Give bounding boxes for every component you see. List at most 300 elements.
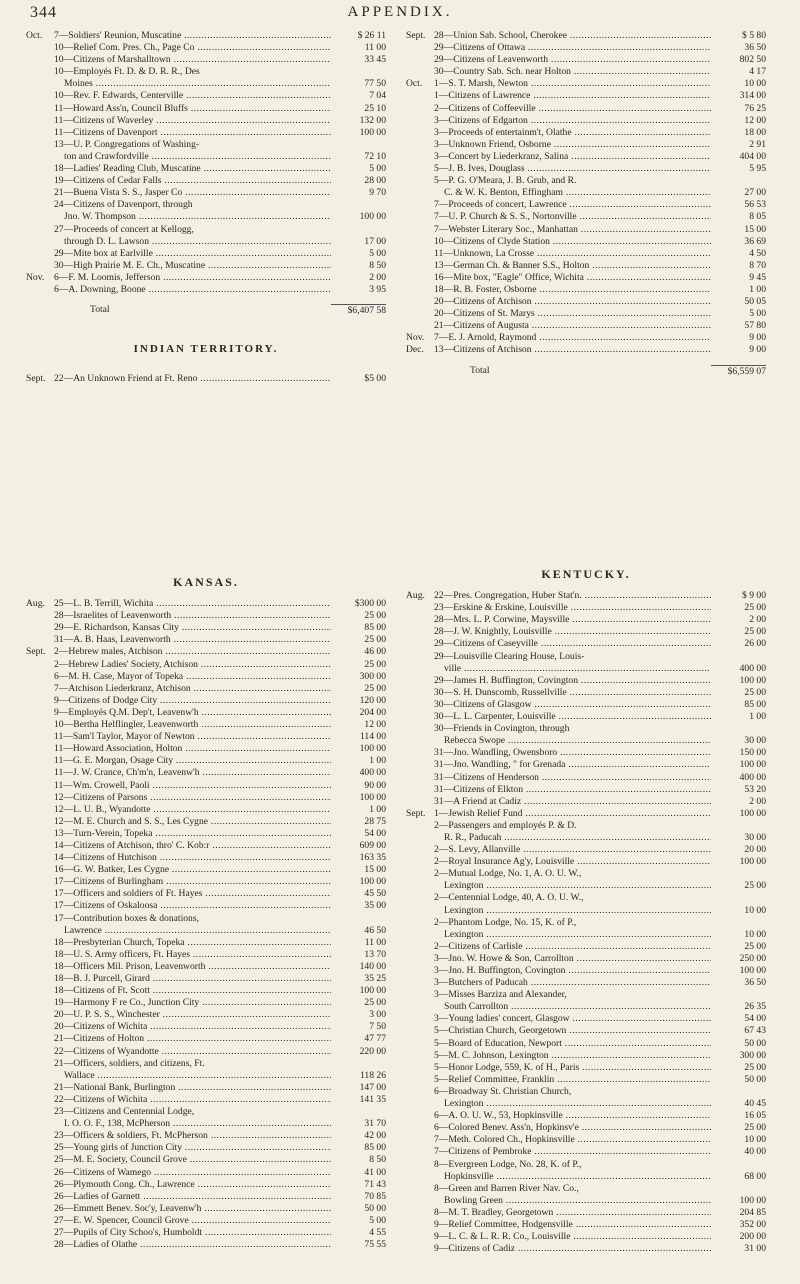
entry-text: 1—Citizens of Lawrence .....: [434, 90, 711, 102]
entry-text: ton and Crawfordville .....: [54, 151, 331, 163]
entry-text: 2—Royal Insurance Ag'y, Louisville .....: [434, 856, 711, 868]
entry-amount: 3 00: [369, 1009, 386, 1021]
entry-amount: 8 50: [369, 259, 386, 271]
entry-amount: 5 00: [749, 308, 766, 320]
entry-row: [406, 820, 766, 832]
entry-amount: 100 00: [739, 759, 766, 771]
entry-text: 3—Jno. H. Buffington, Covington .....: [434, 965, 711, 977]
entry-text: 26—Ladies of Garnett .....: [54, 1191, 331, 1203]
entry-amount: $ 26 11: [357, 30, 386, 41]
entry-row: [406, 90, 766, 102]
entry-amount: 141 35: [359, 1093, 386, 1105]
entry-row: [26, 260, 386, 272]
section-heading-kansas: KANSAS.: [173, 575, 239, 589]
entry-amount: 40 45: [744, 1098, 766, 1110]
entry-text: 9—Relief Committee, Hodgensville .....: [434, 1219, 711, 1231]
entry-amount: 54 00: [364, 827, 386, 839]
entry-text: 2—Phantom Lodge, No. 15, K. of P.,: [434, 916, 577, 928]
entry-amount: 100 00: [359, 985, 386, 997]
entry-row: [406, 651, 766, 663]
entry-row: [406, 224, 766, 236]
entry-row: [26, 272, 386, 284]
entry-amount: 46 00: [364, 646, 386, 658]
entry-amount: 70 85: [364, 1190, 386, 1202]
entry-amount: 50 05: [744, 296, 766, 308]
entry-row: [26, 1094, 386, 1106]
entry-row: [406, 260, 766, 272]
entry-amount: 10 00: [744, 1134, 766, 1146]
entry-amount: 28 00: [364, 175, 386, 187]
entry-amount: 7 50: [369, 1021, 386, 1033]
entry-row: [26, 1154, 386, 1166]
entry-row: [26, 1046, 386, 1058]
entry-text: 29—Citizens of Caseyville .....: [434, 638, 711, 650]
entry-row: [26, 1130, 386, 1142]
entry-row: [26, 634, 386, 646]
entry-amount: 27 00: [744, 187, 766, 199]
entry-row: [26, 1082, 386, 1094]
entry-amount: 15 00: [364, 864, 386, 876]
entry-amount: 67 43: [744, 1025, 766, 1037]
entry-amount: 90 00: [364, 779, 386, 791]
entry-row: [26, 30, 386, 42]
entry-amount: $ 5 80: [742, 30, 766, 41]
entry-text: 14—Citizens of Hutchison .....: [54, 852, 331, 864]
entry-amount: 1 00: [369, 803, 386, 815]
left-column: [26, 30, 386, 385]
entry-text: 25—Young girls of Junction City .....: [54, 1142, 331, 1154]
entry-row: [26, 103, 386, 115]
entry-amount: 85 00: [744, 698, 766, 710]
entry-row: [26, 780, 386, 792]
entry-row: [26, 816, 386, 828]
kansas-continued-list: [406, 30, 766, 357]
entry-amount: 132 00: [359, 114, 386, 126]
entry-row: [26, 828, 386, 840]
entry-row: [406, 175, 766, 187]
entry-amount: 26 00: [744, 638, 766, 650]
entry-row: [26, 622, 386, 634]
section-heading-indian-territory: INDIAN TERRITORY.: [133, 343, 279, 356]
entry-row: [26, 224, 386, 236]
entry-text: 6—A. O. U. W., 53, Hopkinsville .....: [434, 1110, 711, 1122]
entry-text: 19—Citizens of Cedar Falls .....: [54, 175, 331, 187]
entry-amount: 150 00: [739, 747, 766, 759]
entry-amount: 46 50: [364, 924, 386, 936]
entry-amount: 56 53: [744, 199, 766, 211]
entry-row: [26, 139, 386, 151]
entry-row: [26, 985, 386, 997]
entry-row: [406, 344, 766, 356]
entry-month: Sept.: [26, 646, 46, 658]
entry-text: 22—Citizens of Wyandotte .....: [54, 1046, 331, 1058]
entry-text: 27—Proceeds of concert at Kellogg,: [54, 223, 194, 235]
entry-amount: 10 00: [744, 928, 766, 940]
entry-amount: 2 00: [369, 271, 386, 283]
entry-amount: 404 00: [739, 150, 766, 162]
entry-text: 11—Wm. Crowell, Paoli .....: [54, 780, 331, 792]
entry-row: [406, 1050, 766, 1062]
entry-amount: 204 00: [359, 706, 386, 718]
entry-amount: 33 45: [364, 54, 386, 66]
right-column: [406, 30, 766, 378]
entry-amount: 77 50: [364, 78, 386, 90]
kentucky-column: [406, 568, 766, 1255]
entry-month: Dec.: [406, 344, 424, 356]
entry-text: 8—Green and Barren River Nav. Co.,: [434, 1182, 579, 1194]
entry-amount: 25 00: [364, 658, 386, 670]
entry-row: [26, 852, 386, 864]
entry-amount: 25 00: [364, 997, 386, 1009]
entry-month: Sept.: [26, 373, 46, 385]
entry-month: Nov.: [26, 271, 45, 283]
entry-text: 30—L. L. Carpenter, Louisville .....: [434, 711, 711, 723]
entry-amount: 36 69: [744, 235, 766, 247]
entry-amount: 9 00: [749, 344, 766, 356]
entry-text: 7—Citizens of Pembroke .....: [434, 1146, 711, 1158]
entry-amount: 300 00: [739, 1049, 766, 1061]
entry-amount: 36 50: [744, 42, 766, 54]
left-total-row: [26, 304, 386, 317]
entry-row: [26, 127, 386, 139]
entry-text: 19—Harmony F re Co., Junction City .....: [54, 997, 331, 1009]
entry-row: [406, 308, 766, 320]
entry-text: 23—Officers & soldiers, Ft. McPherson .....: [54, 1130, 331, 1142]
entry-amount: 31 70: [364, 1118, 386, 1130]
entry-text: 10—Bertha Helflingler, Leavenworth .....: [54, 719, 331, 731]
entry-amount: 15 00: [744, 223, 766, 235]
entry-row: [406, 1074, 766, 1086]
entry-text: 31—Jno. Wandling, Owensboro .....: [434, 747, 711, 759]
entry-amount: 100 00: [359, 876, 386, 888]
entry-amount: $5 00: [364, 373, 386, 385]
entry-row: [26, 937, 386, 949]
entry-text: 25—M. E. Society, Council Grove .....: [54, 1154, 331, 1166]
entry-row: [406, 663, 766, 675]
entry-row: [406, 163, 766, 175]
entry-amount: 41 00: [364, 1166, 386, 1178]
entry-row: [406, 723, 766, 735]
entry-row: [406, 1219, 766, 1231]
entry-amount: 25 00: [364, 634, 386, 646]
entry-text: 25—L. B. Terrill, Wichita .....: [54, 598, 331, 610]
entry-month: Sept.: [406, 30, 426, 41]
entry-row: [406, 1086, 766, 1098]
entry-text: 7—Meth. Colored Ch., Hopkinsville .....: [434, 1134, 711, 1146]
entry-text: 3—Citizens of Edgarton .....: [434, 115, 711, 127]
entry-text: ville .....: [434, 663, 711, 675]
entry-amount: 35 00: [364, 900, 386, 912]
entry-amount: 18 00: [744, 126, 766, 138]
entry-row: [406, 880, 766, 892]
entry-text: 5—Board of Education, Newport .....: [434, 1038, 711, 1050]
entry-text: 31—Citizens of Elkton .....: [434, 784, 711, 796]
entry-amount: 17 00: [364, 235, 386, 247]
entry-row: [406, 699, 766, 711]
entry-row: [406, 796, 766, 808]
entry-row: [406, 103, 766, 115]
entry-text: 27—E. W. Spencer, Council Grove .....: [54, 1215, 331, 1227]
entry-amount: 100 00: [739, 674, 766, 686]
entry-text: 1—S. T. Marsh, Newton .....: [434, 78, 711, 90]
entry-row: [406, 66, 766, 78]
entry-text: 5—Honor Lodge, 559, K. of H., Paris .....: [434, 1062, 711, 1074]
entry-text: Moines .....: [54, 78, 331, 90]
entry-amount: 7 04: [369, 90, 386, 102]
entry-text: 12—M. E. Church and S. S., Les Cygne .....: [54, 816, 331, 828]
entry-text: Lexington .....: [434, 1098, 711, 1110]
entry-row: [406, 747, 766, 759]
entry-row: [406, 54, 766, 66]
entry-row: [406, 941, 766, 953]
entry-row: [406, 1183, 766, 1195]
entry-row: [406, 868, 766, 880]
entry-text: 18—Ladies' Reading Club, Muscatine .....: [54, 163, 331, 175]
page-header: [30, 4, 770, 26]
entry-row: [26, 373, 386, 385]
entry-text: 12—L. U. B., Wyandotte .....: [54, 804, 331, 816]
entry-row: [406, 115, 766, 127]
entry-row: [406, 590, 766, 602]
entry-row: [406, 638, 766, 650]
entry-text: 3—Unknown Friend, Osborne .....: [434, 139, 711, 151]
entry-amount: 9 45: [749, 271, 766, 283]
entry-text: Lexington .....: [434, 929, 711, 941]
entry-text: 10—Citizens of Clyde Station .....: [434, 236, 711, 248]
entry-row: [26, 1227, 386, 1239]
entry-amount: 609 00: [359, 839, 386, 851]
entry-row: [406, 953, 766, 965]
entry-row: [406, 626, 766, 638]
entry-text: 13—Citizens of Atchison .....: [434, 344, 711, 356]
entry-text: 18—U. S. Army officers, Ft. Hayes .....: [54, 949, 331, 961]
kentucky-list: [406, 590, 766, 1255]
entry-row: [406, 1243, 766, 1255]
entry-row: [26, 1058, 386, 1070]
entry-text: 12—Citizens of Parsons .....: [54, 792, 331, 804]
entry-amount: $300 00: [354, 598, 386, 610]
entry-amount: 200 00: [739, 1231, 766, 1243]
entry-row: [406, 614, 766, 626]
entry-amount: 68 00: [744, 1170, 766, 1182]
entry-text: 24—Citizens of Davenport, through: [54, 199, 193, 211]
entry-amount: 1 00: [749, 283, 766, 295]
entry-amount: 400 00: [739, 662, 766, 674]
entry-text: 10—Citizens of Marshalltown .....: [54, 54, 331, 66]
entry-amount: 50 00: [744, 1073, 766, 1085]
entry-text: 18—Citizens of Ft. Scott .....: [54, 985, 331, 997]
entry-text: 20—Citizens of Atchison .....: [434, 296, 711, 308]
entry-text: 6—A. Downing, Boone .....: [54, 284, 331, 296]
entry-text: 5—J. B. Ives, Douglass .....: [434, 163, 711, 175]
entry-row: [406, 30, 766, 42]
entry-row: [26, 1215, 386, 1227]
total-amount: $6,407 58: [331, 304, 386, 317]
entry-amount: 30 00: [744, 831, 766, 843]
entry-row: [26, 211, 386, 223]
entry-text: 22—Pres. Congregation, Huber Stat'n. .....: [434, 590, 711, 602]
entry-amount: 5 00: [369, 1214, 386, 1226]
entry-amount: 25 00: [744, 626, 766, 638]
entry-amount: 4 55: [369, 1226, 386, 1238]
entry-row: [26, 659, 386, 671]
entry-row: [406, 42, 766, 54]
total-label: Total: [90, 304, 110, 316]
entry-text: 6—Broadway St. Christian Church,: [434, 1085, 572, 1097]
entry-amount: 120 00: [359, 694, 386, 706]
entry-row: [406, 977, 766, 989]
entry-amount: 4 50: [749, 247, 766, 259]
entry-row: [406, 1110, 766, 1122]
entry-text: 31—Jno. Wandling, " for Grenada .....: [434, 759, 711, 771]
entry-row: [406, 844, 766, 856]
entry-amount: 400 00: [359, 767, 386, 779]
entry-text: 2—Mutual Lodge, No. 1, A. O. U. W.,: [434, 868, 582, 880]
entry-amount: 30 00: [744, 735, 766, 747]
entry-text: 3—Young ladies' concert, Glasgow .....: [434, 1013, 711, 1025]
entry-amount: 8 50: [369, 1154, 386, 1166]
entry-text: 6—M. H. Case, Mayor of Topeka .....: [54, 671, 331, 683]
entry-amount: 114 00: [359, 731, 386, 743]
entry-amount: 10 00: [744, 904, 766, 916]
entry-amount: 85 00: [364, 1142, 386, 1154]
entry-row: [26, 755, 386, 767]
entry-amount: 204 85: [739, 1206, 766, 1218]
entry-text: 11—Sam'l Taylor, Mayor of Newton .....: [54, 731, 331, 743]
entry-amount: 50 00: [364, 1202, 386, 1214]
entry-row: [406, 332, 766, 344]
entry-month: Sept.: [406, 807, 426, 819]
entry-amount: 220 00: [359, 1045, 386, 1057]
entry-row: [26, 284, 386, 296]
entry-text: 8—M. T. Bradley, Georgetown .....: [434, 1207, 711, 1219]
entry-text: Lexington .....: [434, 880, 711, 892]
entry-text: 2—Citizens of Coffeeville .....: [434, 103, 711, 115]
entry-row: [406, 711, 766, 723]
entry-text: 31—A. B. Haas, Leavenworth .....: [54, 634, 331, 646]
entry-row: [26, 115, 386, 127]
entry-amount: 100 00: [739, 856, 766, 868]
entry-row: [406, 1025, 766, 1037]
entry-amount: 4 17: [749, 66, 766, 78]
entry-amount: 31 00: [744, 1243, 766, 1255]
entry-row: [26, 646, 386, 658]
entry-text: 17—Officers and soldiers of Ft. Hayes .....: [54, 888, 331, 900]
entry-amount: 352 00: [739, 1218, 766, 1230]
entry-row: [406, 1146, 766, 1158]
entry-text: 29—E. Richardson, Kansas City .....: [54, 622, 331, 634]
entry-row: [26, 973, 386, 985]
entry-text: 5—P. G. O'Meara, J. B. Grub, and R.: [434, 175, 577, 187]
entry-text: 20—U. P. S. S., Winchester .....: [54, 1009, 331, 1021]
right-total-row: [406, 365, 766, 378]
entry-text: I. O. O. F., 138, McPherson .....: [54, 1118, 331, 1130]
entry-text: 18—Officers Mil. Prison, Leavenworth .....: [54, 961, 331, 973]
entry-amount: 100 00: [359, 743, 386, 755]
entry-amount: 2 91: [749, 138, 766, 150]
entry-text: 21—Buena Vista S. S., Jasper Co .....: [54, 187, 331, 199]
entry-amount: 5 00: [369, 163, 386, 175]
entry-text: C. & W. K. Benton, Effingham .....: [434, 187, 711, 199]
entry-row: [406, 139, 766, 151]
entry-row: [26, 54, 386, 66]
entry-text: R. R., Paducah .....: [434, 832, 711, 844]
entry-row: [26, 864, 386, 876]
entry-amount: 100 00: [739, 807, 766, 819]
entry-text: 23—Citizens and Centennial Lodge,: [54, 1106, 195, 1118]
entry-row: [406, 687, 766, 699]
entry-amount: 11 00: [364, 42, 386, 54]
entry-text: 2—Passengers and employés P. & D.: [434, 819, 577, 831]
entry-text: 7—Atchison Liederkranz, Atchison .....: [54, 683, 331, 695]
entry-amount: 9 70: [369, 187, 386, 199]
entry-text: 29—Citizens of Leavenworth .....: [434, 54, 711, 66]
entry-text: Jno. W. Thompson .....: [54, 211, 331, 223]
entry-row: [406, 772, 766, 784]
entry-amount: 71 43: [364, 1178, 386, 1190]
entry-text: 8—Evergreen Lodge, No. 28, K. of P.,: [434, 1158, 582, 1170]
entry-text: 5—Relief Committee, Franklin .....: [434, 1074, 711, 1086]
entry-text: 2—Hebrew Ladies' Society, Atchison .....: [54, 659, 331, 671]
entry-row: [406, 127, 766, 139]
entry-amount: 42 00: [364, 1130, 386, 1142]
entry-amount: 802 50: [739, 54, 766, 66]
entry-text: 30—Citizens of Glasgow .....: [434, 699, 711, 711]
entry-row: [406, 1013, 766, 1025]
entry-text: 26—Plymouth Cong. Ch., Lawrence .....: [54, 1179, 331, 1191]
entry-text: 18—R. B. Foster, Osborne .....: [434, 284, 711, 296]
entry-row: [406, 929, 766, 941]
entry-row: [26, 151, 386, 163]
entry-row: [26, 236, 386, 248]
entry-row: [406, 1001, 766, 1013]
entry-row: [406, 248, 766, 260]
entry-text: 20—Citizens of St. Marys .....: [434, 308, 711, 320]
entry-row: [406, 965, 766, 977]
entry-text: 18—B. J. Purcell, Girard .....: [54, 973, 331, 985]
entry-row: [26, 248, 386, 260]
entry-text: 13—German Ch. & Banner S.S., Holton .....: [434, 260, 711, 272]
entry-row: [26, 42, 386, 54]
entry-text: 31—Citizens of Henderson .....: [434, 772, 711, 784]
entry-row: [406, 675, 766, 687]
entry-row: [406, 1038, 766, 1050]
entry-row: [26, 840, 386, 852]
entry-amount: 12 00: [744, 114, 766, 126]
entry-amount: 47 77: [364, 1033, 386, 1045]
entry-amount: 100 00: [359, 791, 386, 803]
entry-row: [406, 272, 766, 284]
entry-amount: 100 00: [359, 211, 386, 223]
entry-text: 28—J. W. Knightly, Louisville .....: [434, 626, 711, 638]
entry-row: [26, 1118, 386, 1130]
entry-text: 5—M. C. Johnson, Lexington .....: [434, 1050, 711, 1062]
entry-row: [406, 236, 766, 248]
entry-text: 2—S. Levy, Allanville .....: [434, 844, 711, 856]
entry-row: [406, 989, 766, 1001]
entry-text: 20—Citizens of Wichita .....: [54, 1021, 331, 1033]
entry-row: [26, 1239, 386, 1251]
entry-row: [26, 175, 386, 187]
entry-text: 9—L. C. & L. R. R. Co., Louisville .....: [434, 1231, 711, 1243]
indian-territory-list: [26, 373, 386, 385]
entry-text: 7—Webster Literary Soc., Manhattan .....: [434, 224, 711, 236]
entry-row: [406, 1171, 766, 1183]
entry-row: [26, 66, 386, 78]
entry-text: 6—Colored Benev. Ass'n, Hopkinsv'e .....: [434, 1122, 711, 1134]
entry-text: 29—James H. Buffington, Covington .....: [434, 675, 711, 687]
entry-row: [26, 997, 386, 1009]
